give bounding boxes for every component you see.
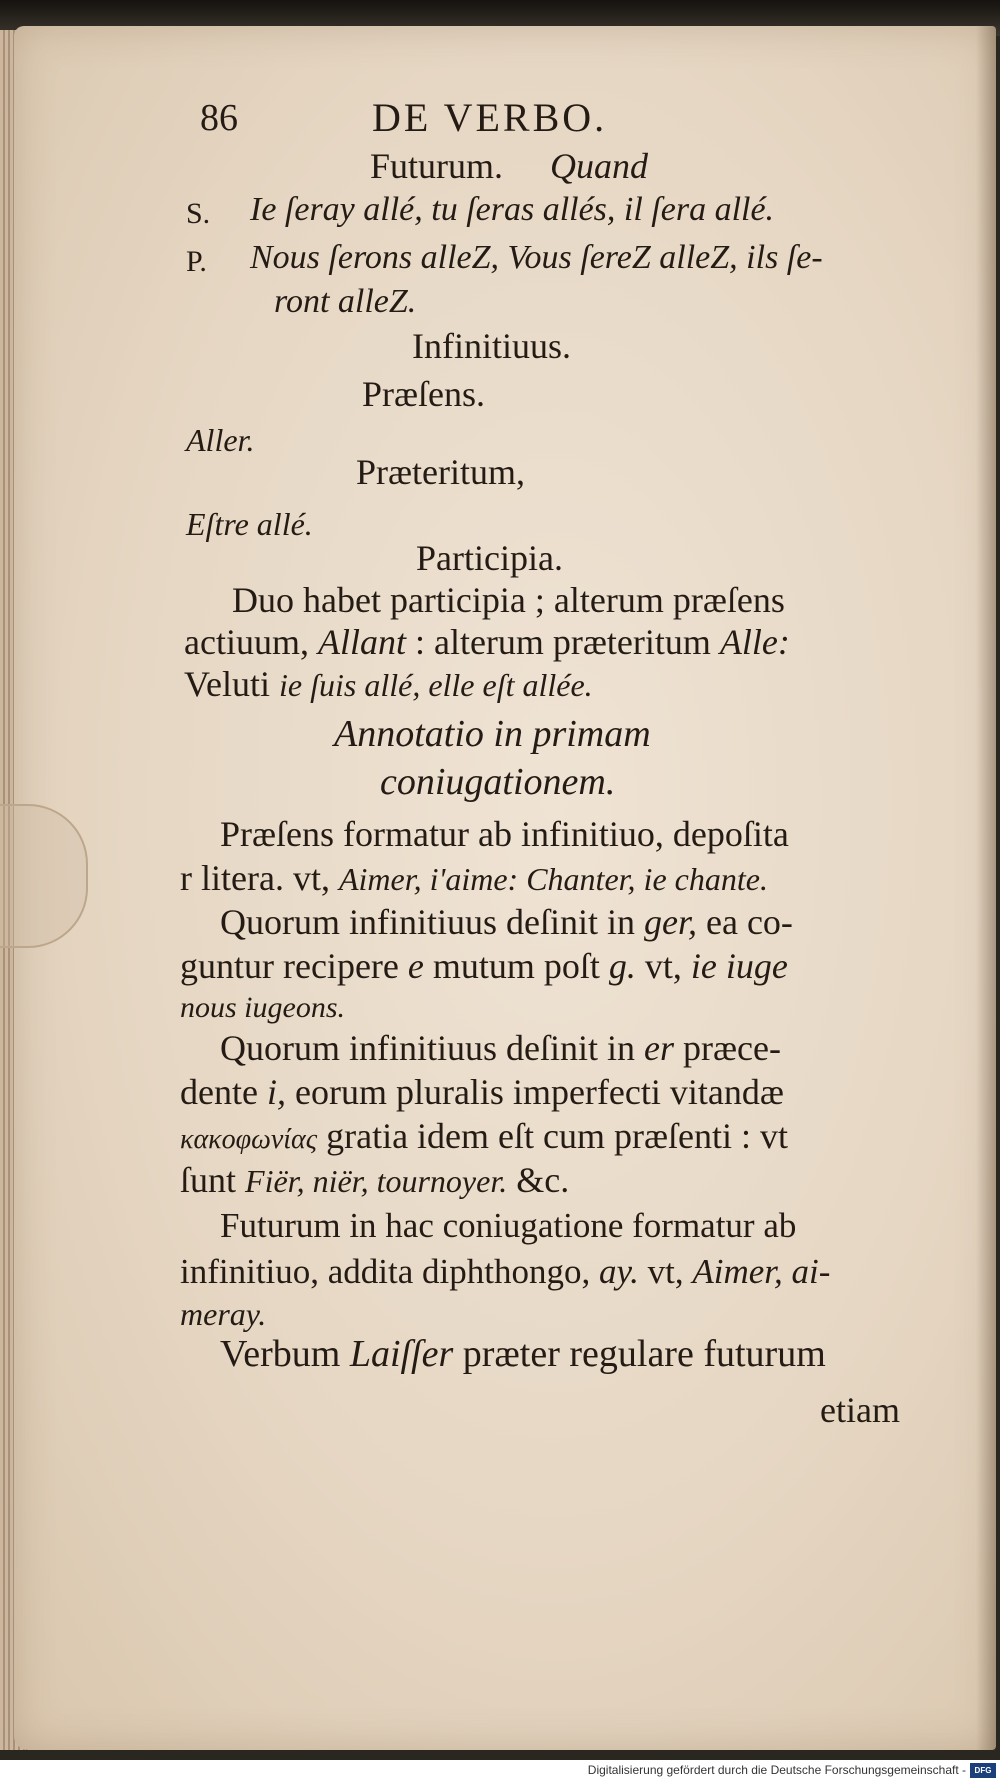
text-span: præter regulare futurum: [462, 1333, 826, 1375]
book-page: [14, 26, 996, 1750]
text-span: Quorum infinitiuus deſinit in: [220, 902, 635, 942]
text-span: r litera. vt,: [180, 858, 330, 898]
text-span: gratia idem eſt cum præſenti : vt: [326, 1116, 788, 1156]
text-line: Duo habet participia ; alterum præſens: [232, 580, 785, 620]
catchword: Quand: [550, 146, 648, 186]
line-label: S.: [186, 197, 211, 230]
text-span: : alterum præteritum: [414, 622, 711, 662]
running-head: DE VERBO.: [372, 95, 608, 140]
section-heading: Præteritum,: [356, 452, 525, 492]
text-span-italic: ie iuge: [690, 946, 788, 986]
greek-word: κακοφωνίας: [180, 1124, 318, 1155]
digitization-credit-bar: [0, 1760, 1000, 1781]
text-span: actiuum,: [184, 622, 309, 662]
text-span-italic: g.: [608, 946, 636, 986]
text-span: præce-: [682, 1028, 781, 1068]
text-line-italic: nous iugeons.: [180, 991, 345, 1024]
conjugation-line: Ie ſeray allé, tu ſeras allés, il ſera allé.: [250, 191, 775, 228]
text-span: guntur recipere: [180, 946, 399, 986]
text-line-italic: meray.: [180, 1296, 267, 1332]
conjugation-line: ront alleZ.: [274, 283, 417, 320]
text-span: Quorum infinitiuus deſinit in: [220, 1028, 635, 1068]
text-span-italic: ger,: [643, 902, 697, 942]
text-span: Veluti: [184, 664, 270, 704]
text-span-italic: Fiër, niër, tournoyer.: [245, 1163, 508, 1199]
section-heading: Participia.: [416, 538, 563, 578]
digitization-credit-text: Digitalisierung gefördert durch die Deutsche Forschungsgemeinschaft -: [587, 1763, 966, 1777]
page-gutter-shadow: [976, 26, 996, 1750]
catchword: etiam: [820, 1390, 900, 1430]
section-heading: Futurum.: [370, 146, 504, 186]
text-span: mutum poſt: [432, 946, 600, 986]
text-span-italic: Allant: [317, 622, 406, 662]
text-span: ea co-: [705, 902, 793, 942]
text-span: eorum pluralis imperfecti vitandæ: [294, 1072, 784, 1112]
text-span: vt,: [644, 946, 682, 986]
text-span: &c.: [516, 1160, 570, 1200]
text-span-italic: ay.: [599, 1252, 639, 1291]
text-span: vt,: [647, 1252, 684, 1291]
line-label: P.: [186, 245, 207, 278]
text-span-italic: i,: [266, 1072, 286, 1112]
text-span: Verbum: [220, 1333, 341, 1375]
form-line: Aller.: [186, 422, 255, 458]
section-heading: coniugationem.: [380, 761, 616, 803]
text-span: ſunt: [180, 1160, 237, 1200]
paper-clip-mark: [0, 804, 88, 948]
text-span-italic: Aimer, i'aime: Chanter, ie chante.: [338, 861, 768, 897]
text-span-italic: ie ſuis allé, elle eſt allée.: [279, 667, 593, 703]
text-span: dente: [180, 1072, 258, 1112]
section-heading: Præſens.: [362, 374, 486, 414]
page-number: 86: [200, 97, 238, 139]
text-span-italic: Laiſſer: [349, 1333, 454, 1375]
text-span-italic: e: [407, 946, 424, 986]
dfg-logo: DFG: [970, 1763, 996, 1778]
form-line: Eſtre allé.: [186, 506, 313, 542]
text-span-italic: Alle:: [719, 622, 790, 662]
conjugation-line: Nous ſerons alleZ, Vous ſereZ alleZ, ils ſe-: [250, 239, 823, 276]
section-heading: Annotatio in primam: [334, 713, 651, 755]
text-line: Futurum in hac coniugatione formatur ab: [220, 1206, 797, 1245]
section-heading: Infinitiuus.: [412, 326, 571, 366]
text-span-italic: Aimer, ai-: [692, 1252, 831, 1291]
text-span-italic: er: [643, 1028, 674, 1068]
text-line: Præſens formatur ab infinitiuo, depoſita: [220, 814, 789, 854]
text-span: infinitiuo, addita diphthongo,: [180, 1252, 591, 1291]
